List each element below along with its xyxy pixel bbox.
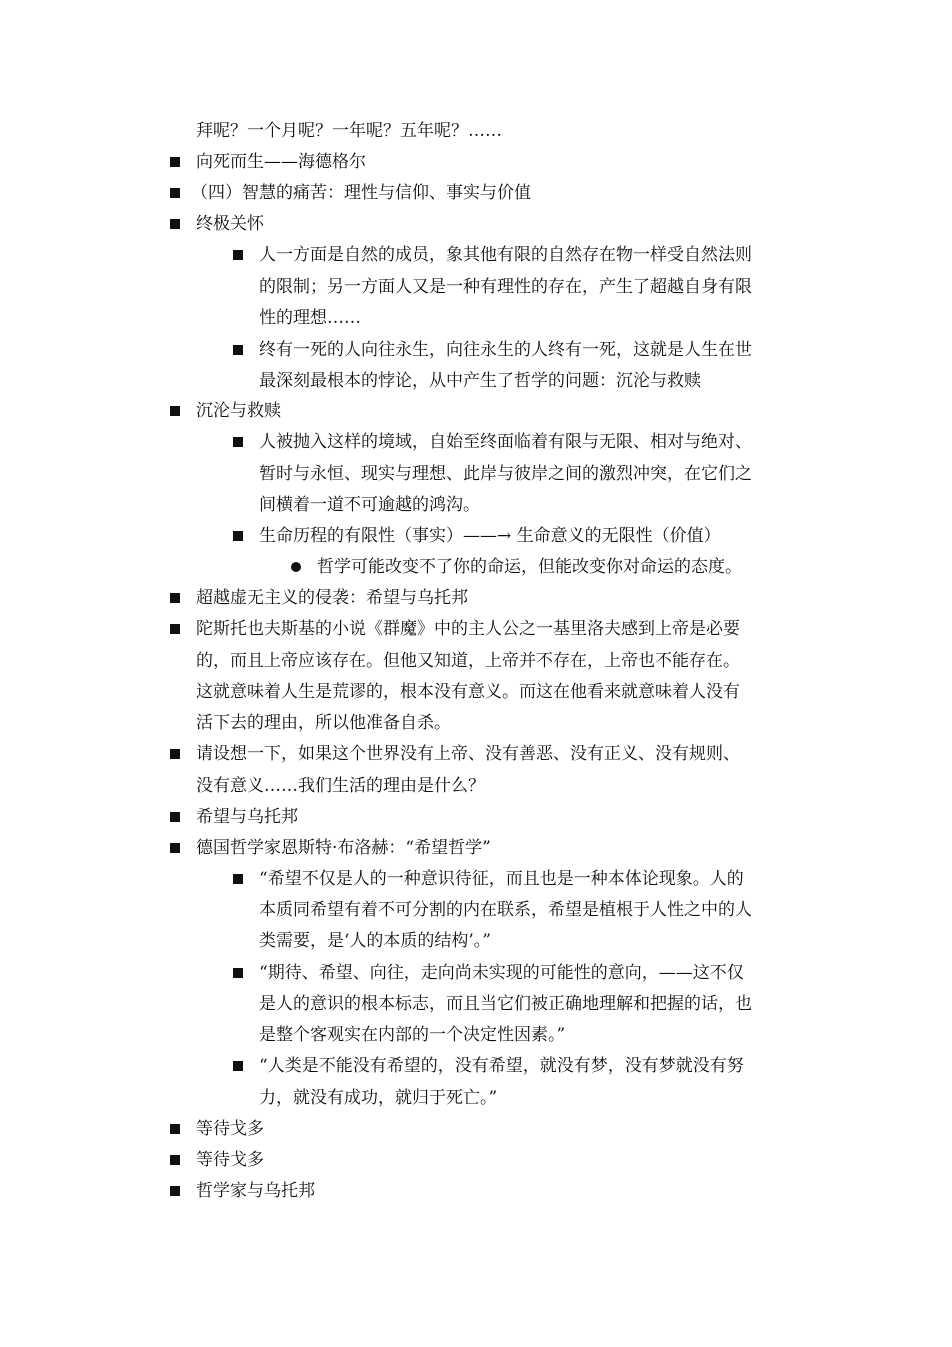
- square-bullet-icon: [233, 531, 243, 541]
- square-bullet-icon: [233, 250, 243, 260]
- square-bullet-icon: [170, 812, 180, 822]
- square-bullet-icon: [170, 624, 180, 634]
- square-bullet-icon: [170, 749, 180, 759]
- text-line: 性的理想……: [259, 308, 361, 328]
- text-line: 的限制；另一方面人又是一种有理性的存在，产生了超越自身有限: [259, 277, 752, 297]
- list-item: 哲学家与乌托邦: [196, 1181, 315, 1201]
- sub-list-item: “期待、希望、向往，走向尚未实现的可能性的意向，——这不仅: [259, 963, 744, 983]
- sub-list-item: 终有一死的人向往永生，向往永生的人终有一死，这就是人生在世: [259, 340, 752, 360]
- round-bullet-icon: [291, 562, 301, 572]
- list-item: 沉沦与救赎: [196, 401, 281, 421]
- text-line: 活下去的理由，所以他准备自杀。: [196, 713, 451, 733]
- text-line: 是人的意识的根本标志，而且当它们被正确地理解和把握的话，也: [259, 994, 752, 1014]
- text-line: 暂时与永恒、现实与理想、此岸与彼岸之间的激烈冲突，在它们之: [259, 464, 752, 484]
- sub-list-item: “人类是不能没有希望的，没有希望，就没有梦，没有梦就没有努: [259, 1056, 744, 1076]
- text-line: 最深刻最根本的悖论，从中产生了哲学的问题：沉沦与救赎: [259, 371, 701, 391]
- list-item: 希望与乌托邦: [196, 807, 298, 827]
- list-item: 超越虚无主义的侵袭：希望与乌托邦: [196, 588, 468, 608]
- text-line: 类需要，是‘人的本质的结构’。”: [259, 931, 491, 951]
- text-line: 没有意义……我们生活的理由是什么？: [196, 776, 485, 796]
- square-bullet-icon: [170, 593, 180, 603]
- sub-sub-list-item: 哲学可能改变不了你的命运，但能改变你对命运的态度。: [317, 557, 742, 577]
- list-item: 终极关怀: [196, 214, 264, 234]
- square-bullet-icon: [233, 1061, 243, 1071]
- text-line: 间横着一道不可逾越的鸿沟。: [259, 495, 480, 515]
- sub-list-item: 生命历程的有限性（事实）——→ 生命意义的无限性（价值）: [259, 526, 721, 546]
- square-bullet-icon: [170, 1155, 180, 1165]
- text-line: 本质同希望有着不可分割的内在联系，希望是植根于人性之中的人: [259, 900, 752, 920]
- text-line: 这就意味着人生是荒谬的，根本没有意义。而这在他看来就意味着人没有: [196, 682, 740, 702]
- square-bullet-icon: [170, 843, 180, 853]
- square-bullet-icon: [233, 437, 243, 447]
- square-bullet-icon: [170, 406, 180, 416]
- square-bullet-icon: [170, 188, 180, 198]
- sub-list-item: 人一方面是自然的成员，象其他有限的自然存在物一样受自然法则: [259, 245, 752, 265]
- list-item: 德国哲学家恩斯特·布洛赫：“希望哲学”: [196, 838, 491, 858]
- sub-list-item: “希望不仅是人的一种意识待征，而且也是一种本体论现象。人的: [259, 869, 744, 889]
- sub-list-item: 人被抛入这样的境域，自始至终面临着有限与无限、相对与绝对、: [259, 432, 752, 452]
- text-line: 的，而且上帝应该存在。但他又知道，上帝并不存在，上帝也不能存在。: [196, 651, 740, 671]
- text-line: 拜呢？一个月呢？一年呢？五年呢？……: [196, 121, 502, 141]
- list-item: 等待戈多: [196, 1150, 264, 1170]
- list-item: 陀斯托也夫斯基的小说《群魔》中的主人公之一基里洛夫感到上帝是必要: [196, 619, 740, 639]
- list-item: 请设想一下，如果这个世界没有上帝、没有善恶、没有正义、没有规则、: [196, 744, 740, 764]
- square-bullet-icon: [233, 968, 243, 978]
- square-bullet-icon: [170, 1186, 180, 1196]
- square-bullet-icon: [170, 219, 180, 229]
- text-line: 是整个客观实在内部的一个决定性因素。”: [259, 1025, 566, 1045]
- list-item: （四）智慧的痛苦：理性与信仰、事实与价值: [191, 183, 531, 203]
- square-bullet-icon: [233, 874, 243, 884]
- text-line: 力，就没有成功，就归于死亡。”: [259, 1088, 498, 1108]
- square-bullet-icon: [170, 1124, 180, 1134]
- list-item: 等待戈多: [196, 1119, 264, 1139]
- square-bullet-icon: [233, 345, 243, 355]
- square-bullet-icon: [170, 157, 180, 167]
- list-item: 向死而生——海德格尔: [196, 152, 366, 172]
